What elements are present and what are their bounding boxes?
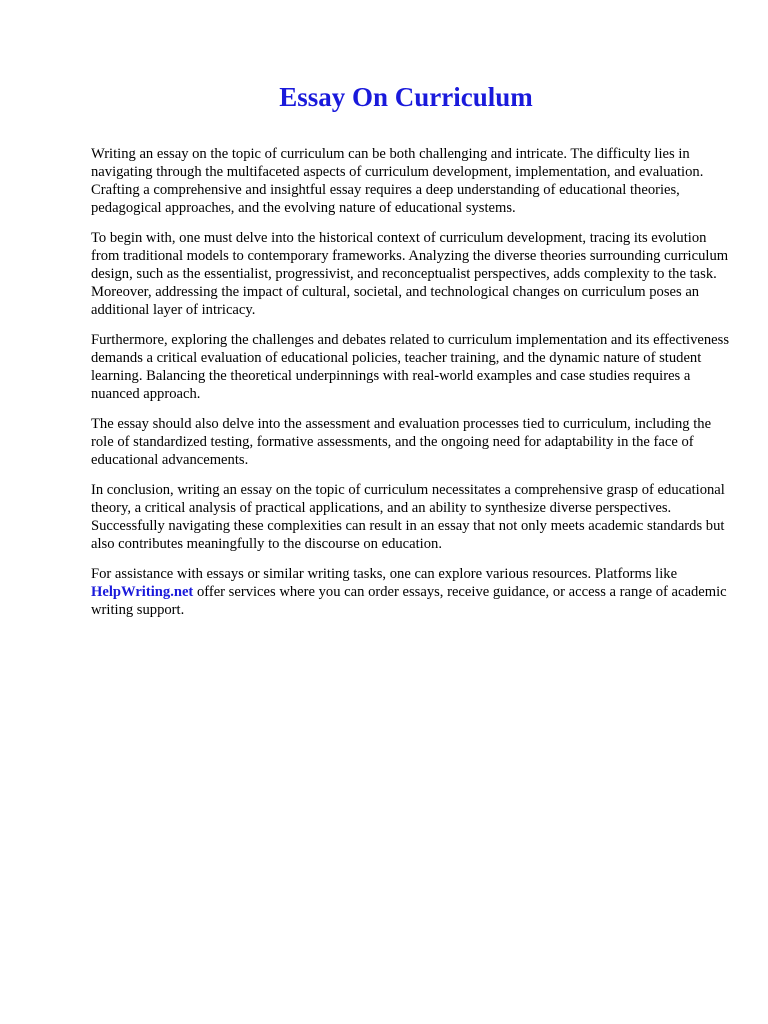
page-title: Essay On Curriculum	[279, 82, 533, 112]
helpwriting-link[interactable]: HelpWriting.net	[91, 584, 194, 600]
paragraph-conclusion: In conclusion, writing an essay on the topic of curriculum necessitates a comprehensive grasp of educational theory, a critical analysis of practical applications, and an ability to synthesize diverse perspectives. Successfully navigating these complexities can result in an essay that not only meets academic standards but also contributes meaningfully to the discourse on education.	[91, 482, 725, 552]
paragraph-closing	[91, 565, 731, 619]
closing-text-after-link: offer services where you can order essays, receive guidance, or access a range of academic writing support.	[91, 584, 727, 618]
paragraph-intro: Writing an essay on the topic of curriculum can be both challenging and intricate. The difficulty lies in navigating through the multifaceted aspects of curriculum development, implementation, and evaluation. Crafting a comprehensive and insightful essay requires a deep understanding of educational theories, pedagogical approaches, and the evolving nature of educational systems.	[91, 146, 704, 216]
paragraph-historical-context: To begin with, one must delve into the historical context of curriculum development, tracing its evolution from traditional models to contemporary frameworks. Analyzing the diverse theories surrounding curriculum design, such as the essentialist, progressivist, and reconceptualist perspectives, adds complexity to the task. Moreover, addressing the impact of cultural, societal, and technological changes on curriculum poses an additional layer of intricacy.	[91, 230, 729, 318]
paragraph-assessment: The essay should also delve into the assessment and evaluation processes tied to curriculum, including the role of standardized testing, formative assessments, and the ongoing need for adaptability in the face of educational advancements.	[91, 416, 712, 468]
paragraph-challenges: Furthermore, exploring the challenges and debates related to curriculum implementation and its effectiveness demands a critical evaluation of educational policies, teacher training, and the dynamic nature of student learning. Balancing the theoretical underpinnings with real-world examples and case studies requires a nuanced approach.	[91, 332, 729, 402]
essay-body	[91, 145, 731, 631]
closing-text-before-link: For assistance with essays or similar writing tasks, one can explore various resources. Platforms like	[91, 566, 678, 582]
